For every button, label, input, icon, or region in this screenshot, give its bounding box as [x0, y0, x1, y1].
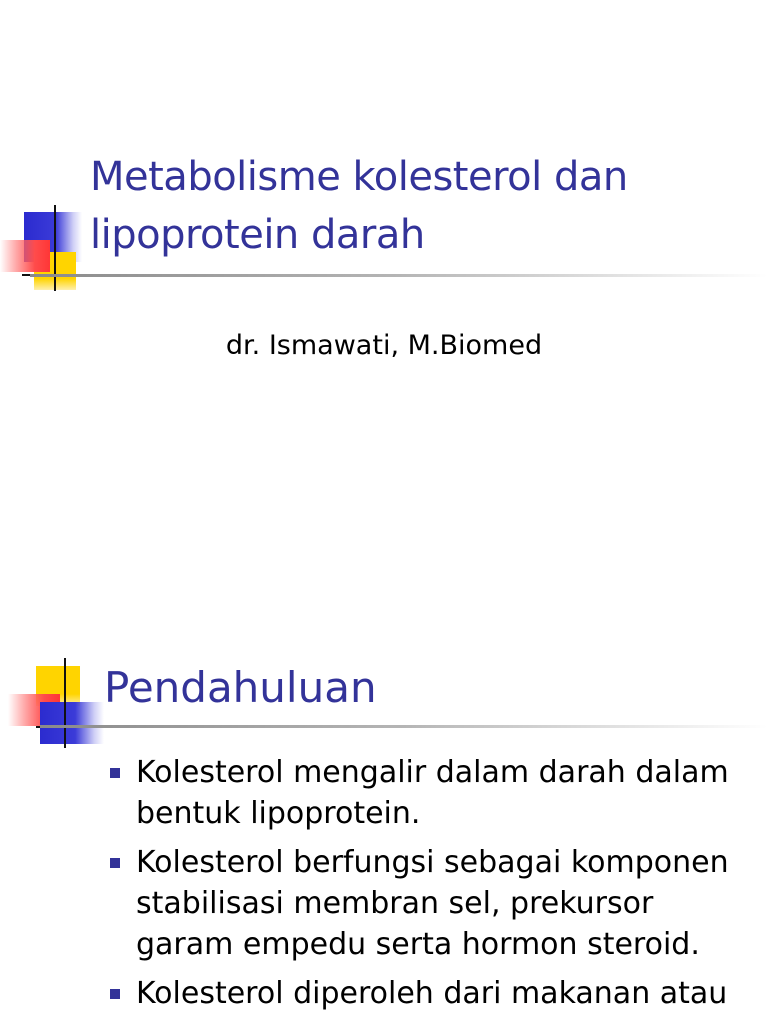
slide-title: Pendahuluan — [104, 663, 377, 712]
bullet-list — [104, 752, 744, 1022]
bullet-text: Kolesterol berfungsi sebagai komponen stabilisasi membran sel, prekursor garam empedu serta hormon steroid. — [136, 845, 729, 962]
content-slide — [0, 512, 768, 1024]
title-underline — [40, 725, 768, 728]
square-bullet-icon — [110, 989, 120, 999]
slide-title: Metabolisme kolesterol dan lipoprotein darah — [90, 154, 628, 258]
author-subtitle: dr. Ismawati, M.Biomed — [225, 330, 543, 361]
bullet-item — [104, 752, 744, 834]
square-bullet-icon — [110, 858, 120, 868]
corner-decoration — [0, 658, 110, 753]
title-underline — [30, 274, 768, 277]
square-bullet-icon — [110, 768, 120, 778]
bullet-item — [104, 973, 744, 1014]
bullet-text: Kolesterol diperoleh dari makanan atau — [136, 976, 728, 1011]
bullet-item — [104, 842, 744, 965]
bullet-text: Kolesterol mengalir dalam darah dalam bentuk lipoprotein. — [136, 755, 729, 831]
